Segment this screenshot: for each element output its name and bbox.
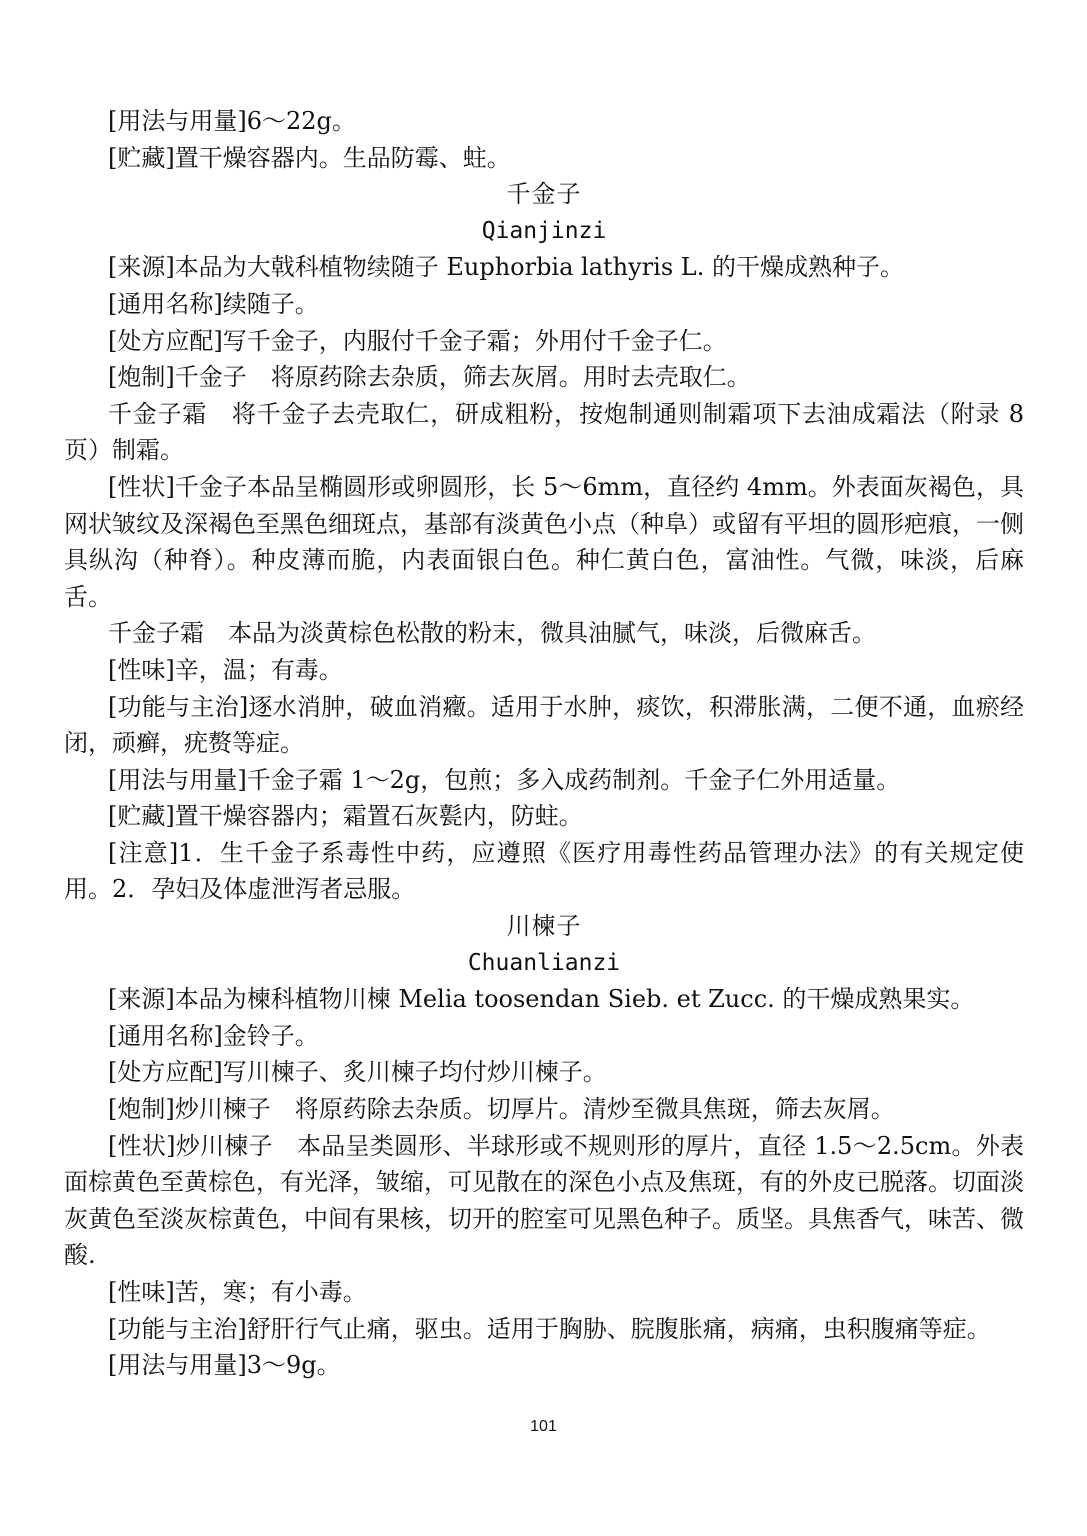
paragraph-storage: [贮藏]置干燥容器内。生品防霉、蛀。	[108, 143, 511, 172]
paragraph-usage: [用法与用量]千金子霜 1～2g，包煎；多入成药制剂。千金子仁外用适量。	[108, 765, 901, 794]
paragraph-characteristics-frost: 千金子霜 本品为淡黄棕色松散的粉末，微具油腻气，味淡，后微麻舌。	[108, 619, 876, 648]
paragraph-processing: [炮制]炒川楝子 将原药除去杂质。切厚片。清炒至微具焦斑，筛去灰屑。	[108, 1095, 895, 1124]
paragraph-prescription: [处方应配]写川楝子、炙川楝子均付炒川楝子。	[108, 1058, 607, 1087]
paragraph-characteristics: [性状]千金子本品呈椭圆形或卵圆形，长 5～6mm，直径约 4mm。外表面灰褐色，具网状皱纹及深褐色至黑色细斑点，基部有淡黄色小点（种阜）或留有平坦的圆形疤痕，一侧具纵沟（种脊）。种皮薄而脆，内表面银白色。种仁黄白色，富油性。气微，味淡，后麻舌。	[64, 472, 1024, 611]
paragraph-storage: [贮藏]置干燥容器内；霜置石灰甏内，防蛀。	[108, 802, 583, 831]
paragraph-caution: [注意]1．生千金子系毒性中药，应遵照《医疗用毒性药品管理办法》的有关规定使用。2．孕妇及体虚泄泻者忌服。	[64, 838, 1024, 904]
paragraph-characteristics: [性状]炒川楝子 本品呈类圆形、半球形或不规则形的厚片，直径 1.5～2.5cm。外表面棕黄色至黄棕色，有光泽，皱缩，可见散在的深色小点及焦斑，有的外皮已脱落。切面淡灰黄色至淡灰棕黄色，中间有果核，切开的腔室可见黑色种子。质坚。具焦香气，味苦、微酸.	[64, 1131, 1024, 1270]
paragraph-processing: [炮制]千金子 将原药除去杂质，筛去灰屑。用时去壳取仁。	[108, 363, 751, 392]
entry-pinyin-qianjinzi: Qianjinzi	[481, 217, 607, 244]
paragraph-source: [来源]本品为楝科植物川楝 Melia toosendan Sieb. et Zucc. 的干燥成熟果实。	[108, 985, 975, 1014]
entry-title-qianjinzi: 千金子	[506, 180, 582, 209]
paragraph-prescription: [处方应配]写千金子，内服付千金子霜；外用付千金子仁。	[108, 326, 727, 355]
entry-title-chuanlianzi: 川楝子	[506, 912, 582, 941]
page-number: 101	[530, 1418, 557, 1435]
paragraph-functions: [功能与主治]逐水消肿，破血消癥。适用于水肿，痰饮，积滞胀满，二便不通，血瘀经闭，顽癣，疣赘等症。	[64, 692, 1024, 758]
paragraph-usage: [用法与用量]6～22g。	[108, 107, 356, 135]
entry-pinyin-chuanlianzi: Chuanlianzi	[467, 949, 621, 976]
paragraph-common-name: [通用名称]续随子。	[108, 289, 319, 318]
paragraph-source: [来源]本品为大戟科植物续随子 Euphorbia lathyris L. 的干燥成熟种子。	[108, 253, 904, 282]
paragraph-common-name: [通用名称]金铃子。	[108, 1021, 319, 1050]
paragraph-nature-taste: [性味]辛，温；有毒。	[108, 655, 343, 684]
document-body	[64, 103, 1024, 1384]
paragraph-processing-frost: 千金子霜 将千金子去壳取仁，研成粗粉，按炮制通则制霜项下去油成霜法（附录 8 页）制霜。	[64, 399, 1024, 465]
paragraph-functions: [功能与主治]舒肝行气止痛，驱虫。适用于胸胁、脘腹胀痛，病痛，虫积腹痛等症。	[108, 1314, 991, 1343]
paragraph-usage: [用法与用量]3～9g。	[108, 1351, 341, 1380]
paragraph-nature-taste: [性味]苦，寒；有小毒。	[108, 1278, 367, 1306]
